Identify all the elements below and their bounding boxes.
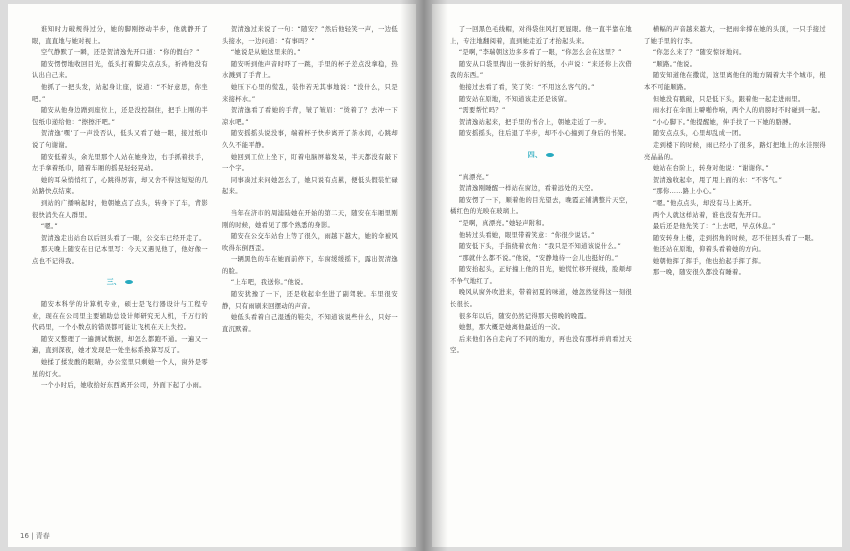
paragraph: 雨水打在伞面上噼啪作响，两个人的肩膀时不时碰到一起。 — [652, 107, 825, 115]
paragraph: 随安转身上楼，走到拐角的时候，忍不住回头看了一眼。 — [652, 234, 818, 242]
paragraph: 两个人就这样站着，谁也没有先开口。 — [652, 211, 765, 219]
section-heading-3: 三、 — [32, 277, 208, 289]
paragraph: 随安站在原地，不知道该走还是该留。 — [458, 95, 571, 103]
paragraph: 贺清逸过来说了一句：“随安？”然后他轻笑一声，一边低头接水，一边问道：“有事吗？” — [222, 26, 398, 45]
section-heading-4: 四、 — [450, 150, 632, 162]
paragraph: 她低头看着自己湿透的鞋尖，不知道该说些什么，只好一直沉默着。 — [222, 314, 398, 333]
fish-ornament-icon — [546, 153, 554, 157]
paragraph: “真漂亮。” — [458, 173, 490, 181]
paragraph: 了一回黑色毛线帽，对得袋住风打更显眼。他一直半靠在地上，专注地翻阅着，直到她走近了才抬起头来。 — [450, 26, 632, 45]
paragraph: “是啊，真漂亮。”她轻声附和。 — [458, 219, 549, 227]
paragraph: 随安摇摇头说没事，端着杯子快步离开了茶水间，心跳却久久不能平静。 — [222, 130, 398, 149]
paragraph: 贺清逸看了看她的手背，皱了皱眉：“烫着了？去冲一下凉水吧。” — [222, 107, 398, 126]
paragraph: 她朝他挥了挥手，他也抬起手挥了挥。 — [652, 257, 765, 265]
paragraph: 她的耳朵悄悄红了，心跳得厉害，却又舍不得这短短的几站路快点结束。 — [32, 176, 208, 196]
paragraph: 贺清逸站起来，把手里的书合上，朝她走近了一步。 — [458, 118, 611, 126]
paragraph: 空气静默了一瞬，还是贺清逸先开口道：“你的假白？” — [40, 49, 200, 57]
paragraph: 随安在公交车站台上等了很久，雨越下越大，她的伞被风吹得东倒西歪。 — [222, 233, 398, 252]
paragraph: 随安从口袋里掏出一张折好的纸，小声说：“来还你上次借我的东西。” — [450, 60, 632, 80]
paragraph: 那一晚，随安很久都没有睡着。 — [652, 269, 746, 277]
paragraph: “是啊，”李瑞朝这边多多看了一眼，“你怎么会在这里？” — [458, 49, 622, 57]
paragraph: 随安愣愣地收回目光，低头打着脚尖点点头，祈祷他没有认出自己来。 — [32, 60, 208, 80]
paragraph: 贺清逸收起伞，甩了甩上面的水：“不客气。” — [652, 176, 783, 184]
paragraph: “顺路。”他说。 — [652, 60, 697, 68]
paragraph: “小心脚下。”他提醒她，伸手扶了一下她的胳膊。 — [652, 118, 796, 126]
paragraph: 走到楼下的时候，雨已经小了很多，路灯把地上的水洼照得亮晶晶的。 — [644, 141, 826, 161]
paragraph: 到站的广播响起时，他朝她点了点头，转身下了车，背影很快消失在人群里。 — [32, 199, 208, 219]
paragraph: 她回到工位上坐下，盯着电脑屏幕发呆，半天都没有敲下一个字。 — [222, 153, 398, 173]
paragraph: 随安低着头，余光里那个人站在她身边，右手抓着扶手，左手拿着纸巾，随着车厢的摇晃轻轻晃动。 — [32, 153, 208, 173]
paragraph: 最后还是他先笑了：“上去吧，早点休息。” — [652, 223, 776, 231]
paragraph: 她站在台阶上，转身对他说：“谢谢你。” — [652, 165, 769, 173]
paragraph: 他还站在原地，仰着头看着她的方向。 — [652, 246, 765, 254]
paragraph: 她压下心里的慌乱，装作若无其事地说：“没什么，只是来接杯水。” — [222, 83, 398, 103]
paragraph: 谁知时力破规得过分，她的脚刚擦动半步，他就静开了眼，直直地与她对视上。 — [32, 26, 208, 45]
paragraph: 随安从他身边蹭到座位上，还是没控制住，把手上刚的半包纸巾递给他：“擦擦汗吧。” — [32, 107, 208, 126]
paragraph: “上车吧，我送你。”他说。 — [230, 279, 308, 287]
left-column-2 — [222, 24, 398, 335]
paragraph: 随安抬起头，正好撞上他的目光，她慌忙移开视线，脸颊却不争气地红了。 — [450, 266, 632, 285]
paragraph: 一辆黑色的车在她面前停下，车窗缓缓摇下，露出贺清逸的脸。 — [222, 256, 398, 275]
right-column-1 — [450, 24, 632, 357]
fish-ornament-icon — [125, 280, 133, 284]
paragraph: 随安本科学的计算机专业，硕士是飞行器设计与工程专业，现在在公司里主要辅助总设计师研究无人机，千万行的代码里，一个小数点的错误都可能让飞机在天上失控。 — [32, 301, 208, 332]
paragraph: 随安犹豫了一下，还是收起伞坐进了副驾驶。车里很安静，只有雨刷来回摆动的声音。 — [222, 291, 398, 310]
paragraph: “嗯。” — [40, 223, 58, 231]
paragraph: 随安愣了一下，顺着他的目光望去，晚霞正铺满整片天空，橘红色的光映在玻璃上。 — [450, 196, 632, 216]
paragraph: “需要帮忙吗？” — [458, 107, 506, 115]
paragraph: “她说是从她这里来的。” — [230, 49, 301, 57]
left-column-1 — [32, 24, 208, 392]
paragraph: 随安摇摇头，往后退了半步，却不小心撞到了身后的书架。 — [458, 130, 631, 138]
paragraph: 当年在济市的周浦陆她在开始的第二天，随安在车厢里刚刚的时候，她看见了那个熟悉的身影。 — [222, 209, 398, 229]
paragraph: “那你……路上小心。” — [652, 188, 717, 196]
paragraph: 随安低下头，手指绕着衣角：“我只是不知道该说什么。” — [458, 243, 622, 251]
paragraph: 贺清逸‘嘿’了一声没否认，低头又看了她一眼，接过纸巾说了句谢谢。 — [32, 130, 208, 149]
paragraph: 但她没有戳破，只是低下头，跟着他一起走进雨里。 — [652, 95, 805, 103]
paragraph: 贺清逸刚睡醒一样站在窗边，看着远处的天空。 — [458, 185, 598, 193]
paragraph: 随安听到他声音时吓了一跳，手里的杯子差点没拿稳，热水溅到了手背上。 — [222, 60, 398, 80]
paragraph: 他抓了一把头发，站起身让座，说道：“不好意思，你坐吧。” — [32, 83, 208, 103]
paragraph: 贺清逸走出站台以后回头看了一眼，公交车已经开走了。 — [40, 234, 206, 242]
paragraph: “你怎么来了？”随安惊讶地问。 — [652, 49, 746, 57]
left-page — [8, 4, 416, 547]
paragraph: 随安又整理了一遍测试数据，却怎么都跑不通。一遍又一遍，直到深夜，她才发现是一处坐标系换算写反了。 — [32, 335, 208, 355]
paragraph: 横幅的声音越来越大，一把雨伞撑在她的头顶，一只手接过了她手里的行李。 — [644, 26, 826, 45]
paragraph: 晚风从窗外吹进来，带着初夏的味道，她忽然觉得这一刻很长很长。 — [450, 289, 632, 309]
paragraph: “嗯。”他点点头，却没有马上离开。 — [652, 199, 756, 207]
paragraph: 她想，那大概是她离他最近的一次。 — [458, 324, 565, 332]
paragraph: 很多年以后，随安仍然记得那天傍晚的晚霞。 — [458, 312, 591, 320]
paragraph: 一个小时后，她收拾好东西离开公司，外面下起了小雨。 — [40, 382, 206, 390]
paragraph: 随安点点头，心里却乱成一团。 — [652, 130, 746, 138]
paragraph: 那天晚上随安在日记本里写：今天又遇见他了，他好像一点也不记得我。 — [32, 246, 208, 265]
paragraph: 他转过头看她，眼里带着笑意：“你很少说话。” — [458, 231, 595, 239]
paragraph: “那就什么都不说。”他说，“安静地待一会儿也挺好的。” — [458, 254, 619, 262]
paragraph: 她揉了揉发酸的眼睛，办公室里只剩她一个人，窗外是零星的灯火。 — [32, 359, 208, 378]
paragraph: 他接过去看了看，笑了笑：“不用这么客气的。” — [458, 83, 595, 91]
right-page — [432, 4, 842, 547]
paragraph: 随安知道他在撒谎，这里离他住的地方隔着大半个城市，根本不可能顺路。 — [644, 72, 826, 91]
page-folio: 16 | 青春 — [20, 532, 50, 540]
paragraph: 同事凑过来问她怎么了，她只说有点累，便低头假装忙碌起来。 — [222, 176, 398, 196]
right-column-2 — [644, 24, 826, 279]
paragraph: 后来他们各自走向了不同的地方，再也没有那样并肩看过天空。 — [450, 335, 632, 355]
book-gutter-shadow — [400, 0, 448, 551]
